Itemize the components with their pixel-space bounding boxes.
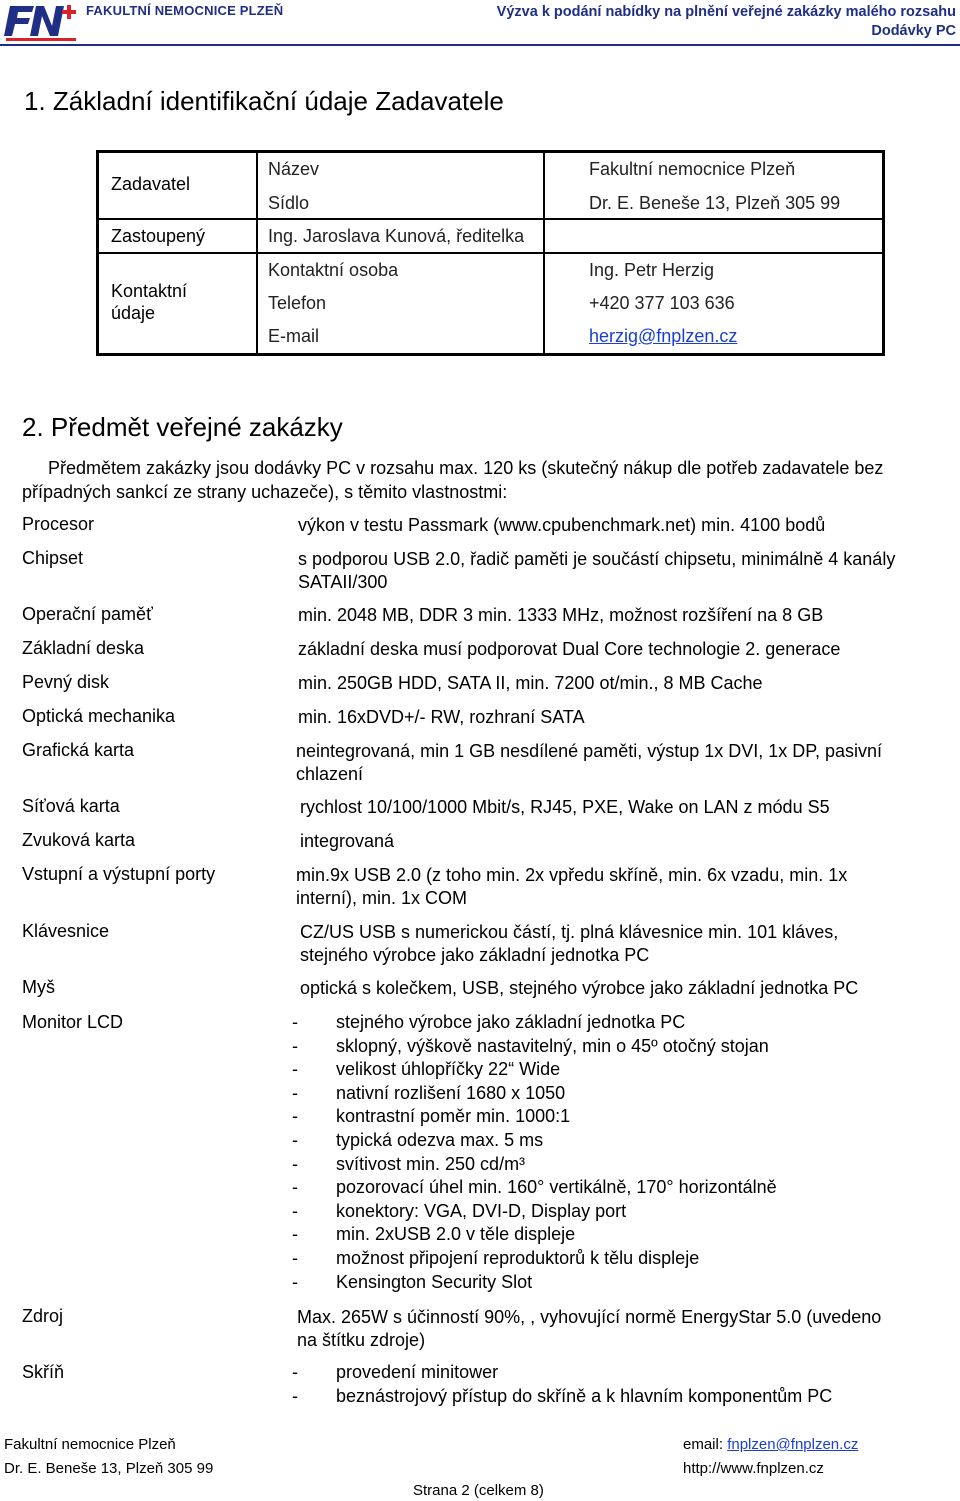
spec-label-zvukova-karta: Zvuková karta: [22, 830, 136, 850]
footer-email-link[interactable]: fnplzen@fnplzen.cz: [727, 1436, 859, 1453]
spec-value-graficka-karta: neintegrovaná, min 1 GB nesdílené paměti, výstup 1x DVI, 1x DP, pasivní chlazení: [296, 741, 882, 784]
label-zadavatel: Zadavatel: [111, 174, 191, 194]
value-sidlo: Dr. E. Beneše 13, Plzeň 305 99: [589, 193, 841, 213]
spec-label-klavesnice: Klávesnice: [22, 921, 110, 941]
spec-value-mys: optická s kolečkem, USB, stejného výrobce jako základní jednotka PC: [300, 978, 859, 998]
list-item: - stejného výrobce jako základní jednotka PC: [288, 1011, 777, 1035]
spec-label-monitor: Monitor LCD: [22, 1012, 124, 1032]
header-divider: [0, 44, 960, 46]
spec-label-chipset: Chipset: [22, 548, 84, 568]
spec-value-zdroj-line1: Max. 265W s účinností 90%, , vyhovující normě EnergyStar 5.0 (uvedeno: [297, 1307, 882, 1327]
spec-label-graficka-karta: Grafická karta: [22, 740, 135, 760]
value-nazev: Fakultní nemocnice Plzeň: [589, 159, 796, 179]
intro-text-line2: případných sankcí ze strany uchazeče), s těmito vlastnostmi:: [22, 482, 508, 502]
key-sidlo: Sídlo: [268, 193, 310, 213]
intro-text-line1: Předmětem zakázky jsou dodávky PC v rozsahu max. 120 ks (skutečný nákup dle potřeb zadavatele bez: [48, 458, 884, 478]
table-divider-middle: [543, 153, 545, 356]
section-2-title: 2. Předmět veřejné zakázky: [22, 412, 343, 442]
document-subtitle: Dodávky PC: [871, 23, 956, 39]
section-1-title: 1. Základní identifikační údaje Zadavatele: [24, 86, 504, 116]
list-item: - nativní rozlišení 1680 x 1050: [288, 1082, 777, 1106]
footer-org: Fakultní nemocnice Plzeň: [4, 1436, 176, 1453]
key-email: E-mail: [268, 326, 320, 346]
spec-value-zdroj-line2: na štítku zdroje): [297, 1330, 426, 1350]
spec-value-zvukova-karta: integrovaná: [300, 831, 395, 851]
hospital-name: FAKULTNÍ NEMOCNICE PLZEŇ: [86, 3, 284, 18]
list-item: - pozorovací úhel min. 160° vertikálně, 170° horizontálně: [288, 1176, 777, 1200]
spec-value-operacni-pamet: min. 2048 MB, DDR 3 min. 1333 MHz, možnost rozšíření na 8 GB: [298, 605, 824, 625]
list-item: - provedení minitower: [288, 1361, 832, 1385]
page-number: Strana 2 (celkem 8): [413, 1482, 544, 1499]
list-item: - Kensington Security Slot: [288, 1271, 777, 1295]
hospital-logo: [4, 2, 80, 44]
spec-label-mys: Myš: [22, 977, 55, 997]
spec-label-operacni-pamet: Operační paměť: [22, 604, 153, 624]
spec-value-pevny-disk: min. 250GB HDD, SATA II, min. 7200 ot/min., 8 MB Cache: [298, 673, 763, 693]
key-kontaktni-osoba: Kontaktní osoba: [268, 260, 399, 280]
document-title: Výzva k podání nabídky na plnění veřejné zakázky malého rozsahu: [496, 4, 956, 20]
monitor-spec-list: [288, 1011, 777, 1294]
spec-value-sitova-karta: rychlost 10/100/1000 Mbit/s, RJ45, PXE, Wake on LAN z módu S5: [300, 797, 830, 817]
spec-label-skrin: Skříň: [22, 1362, 65, 1382]
document-header: [497, 3, 956, 41]
list-item: - konektory: VGA, DVI-D, Display port: [288, 1200, 777, 1224]
footer-address: Dr. E. Beneše 13, Plzeň 305 99: [4, 1460, 214, 1477]
label-kontaktni-udaje: Kontaktní údaje: [111, 281, 188, 323]
table-divider-row1: [99, 218, 882, 220]
label-zastoupeny: Zastoupený: [111, 226, 206, 246]
list-item: - velikost úhlopříčky 22“ Wide: [288, 1058, 777, 1082]
spec-value-porty: min.9x USB 2.0 (z toho min. 2x vpředu skříně, min. 6x vzadu, min. 1x interní), min. 1x COM: [296, 865, 848, 908]
spec-label-porty: Vstupní a výstupní porty: [22, 864, 216, 884]
value-kontaktni-osoba: Ing. Petr Herzig: [589, 260, 715, 280]
key-nazev: Název: [268, 159, 320, 179]
spec-label-zdroj: Zdroj: [22, 1306, 64, 1326]
footer-email: [683, 1436, 858, 1453]
table-divider-row2: [99, 252, 882, 254]
list-item: - typická odezva max. 5 ms: [288, 1129, 777, 1153]
list-item: - možnost připojení reproduktorů k tělu displeje: [288, 1247, 777, 1271]
spec-value-procesor: výkon v testu Passmark (www.cpubenchmark.net) min. 4100 bodů: [298, 515, 826, 535]
email-link[interactable]: herzig@fnplzen.cz: [589, 326, 738, 346]
spec-label-pevny-disk: Pevný disk: [22, 672, 110, 692]
spec-label-sitova-karta: Síťová karta: [22, 796, 120, 816]
spec-value-chipset: s podporou USB 2.0, řadič paměti je součástí chipsetu, minimálně 4 kanály SATAII/300: [298, 549, 896, 592]
value-zastoupeny: Ing. Jaroslava Kunová, ředitelka: [268, 226, 525, 246]
spec-value-zakladni-deska: základní deska musí podporovat Dual Core technologie 2. generace: [298, 639, 841, 659]
list-item: - sklopný, výškově nastavitelný, min o 45º otočný stojan: [288, 1035, 777, 1059]
value-telefon: +420 377 103 636: [589, 293, 735, 313]
list-item: - beznástrojový přístup do skříně a k hlavním komponentům PC: [288, 1385, 832, 1409]
list-item: - svítivost min. 250 cd/m³: [288, 1153, 777, 1177]
spec-label-zakladni-deska: Základní deska: [22, 638, 145, 658]
spec-value-klavesnice: CZ/US USB s numerickou částí, tj. plná klávesnice min. 101 kláves, stejného výrobce jako základní jednotka PC: [300, 922, 839, 965]
footer-email-label: email:: [683, 1436, 724, 1453]
spec-label-opticka-mechanika: Optická mechanika: [22, 706, 176, 726]
list-item: - kontrastní poměr min. 1000:1: [288, 1105, 777, 1129]
spec-value-opticka-mechanika: min. 16xDVD+/- RW, rozhraní SATA: [298, 707, 585, 727]
key-telefon: Telefon: [268, 293, 327, 313]
footer-web-link[interactable]: http://www.fnplzen.cz: [683, 1460, 824, 1477]
list-item: - min. 2xUSB 2.0 v těle displeje: [288, 1223, 777, 1247]
skrin-spec-list: [288, 1361, 832, 1408]
spec-label-procesor: Procesor: [22, 514, 95, 534]
